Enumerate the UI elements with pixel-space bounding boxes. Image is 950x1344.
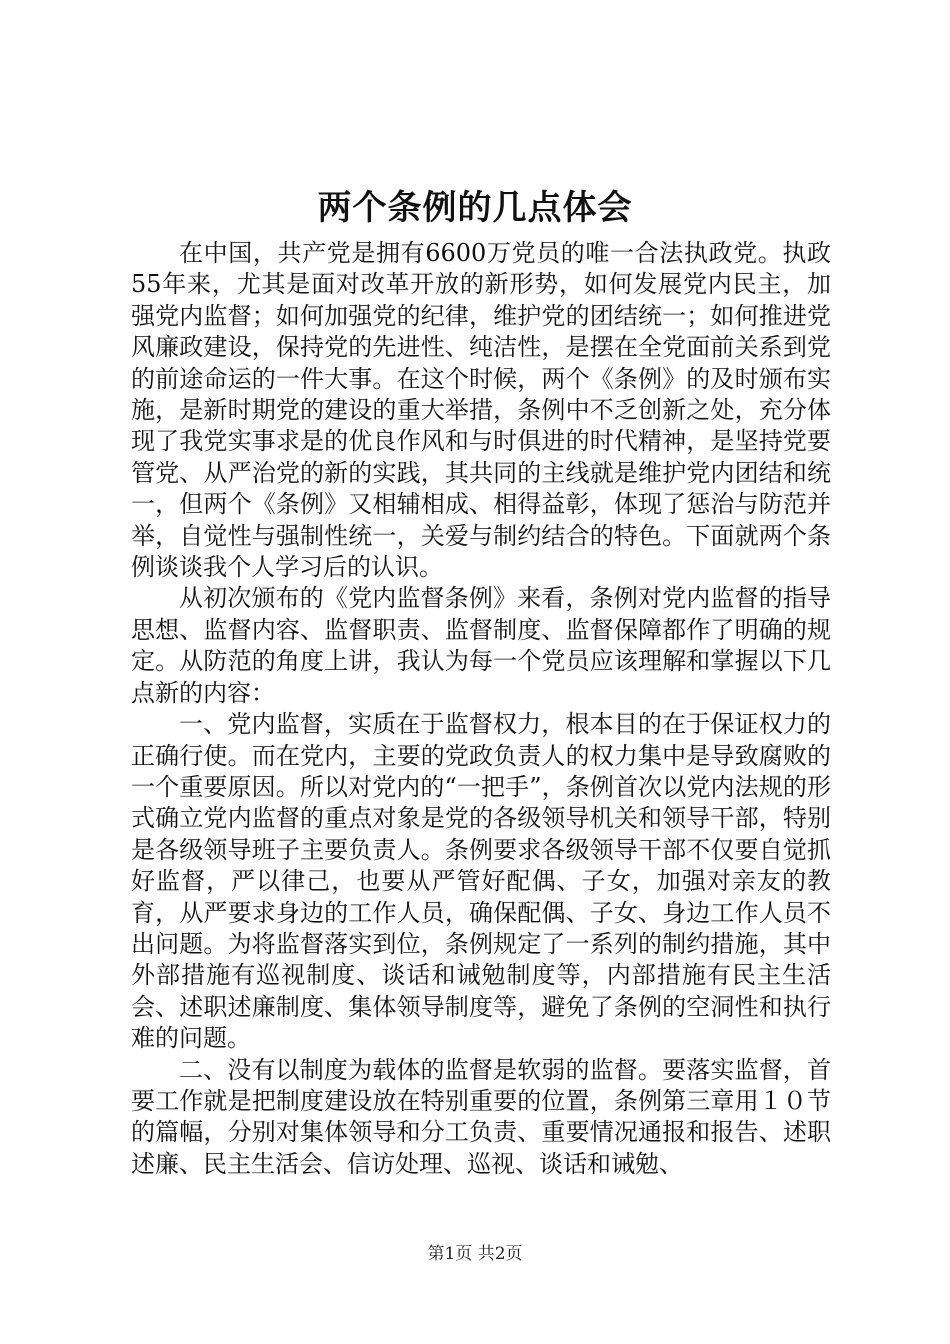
document-title: 两个条例的几点体会 bbox=[317, 188, 633, 228]
paragraph: 从初次颁布的《党内监督条例》来看，条例对党内监督的指导思想、监督内容、监督职责、监督制度、监督保障都作了明确的规定。从防范的角度上讲，我认为每一个党员应该理解和掌握以下几点新的内容： bbox=[131, 584, 831, 707]
paragraph: 一、党内监督，实质在于监督权力，根本目的在于保证权力的正确行使。而在党内，主要的党政负责人的权力集中是导致腐败的一个重要原因。所以对党内的“一把手”，条例首次以党内法规的形式确立党内监督的重点对象是党的各级领导机关和领导干部，特别是各级领导班子主要负责人。条例要求各级领导干部不仅要自觉抓好监督，严以律己，也要从严管好配偶、子女，加强对亲友的教育，从严要求身边的工作人员，确保配偶、子女、身边工作人员不出问题。为将监督落实到位，条例规定了一系列的制约措施，其中外部措施有巡视制度、谈话和诫勉制度等，内部措施有民主生活会、述职述廉制度、集体领导制度等，避免了条例的空洞性和执行难的问题。 bbox=[131, 710, 831, 1053]
document-body bbox=[131, 238, 831, 1180]
paragraph: 二、没有以制度为载体的监督是软弱的监督。要落实监督，首要工作就是把制度建设放在特别重要的位置，条例第三章用１０节的篇幅，分别对集体领导和分工负责、重要情况通报和报告、述职述廉、民主生活会、信访处理、巡视、谈话和诫勉、 bbox=[131, 1055, 831, 1178]
page-footer: 第1页 共2页 bbox=[427, 1244, 523, 1264]
paragraph: 在中国，共产党是拥有6600万党员的唯一合法执政党。执政55年来，尤其是面对改革开放的新形势，如何发展党内民主，加强党内监督；如何加强党的纪律，维护党的团结统一；如何推进党风廉政建设，保持党的先进性、纯洁性，是摆在全党面前关系到党的前途命运的一件大事。在这个时候，两个《条例》的及时颁布实施，是新时期党的建设的重大举措，条例中不乏创新之处，充分体现了我党实事求是的优良作风和与时俱进的时代精神，是坚持党要管党、从严治党的新的实践，其共同的主线就是维护党内团结和统一，但两个《条例》又相辅相成、相得益彰，体现了惩治与防范并举，自觉性与强制性统一，关爱与制约结合的特色。下面就两个条例谈谈我个人学习后的认识。 bbox=[131, 239, 831, 582]
